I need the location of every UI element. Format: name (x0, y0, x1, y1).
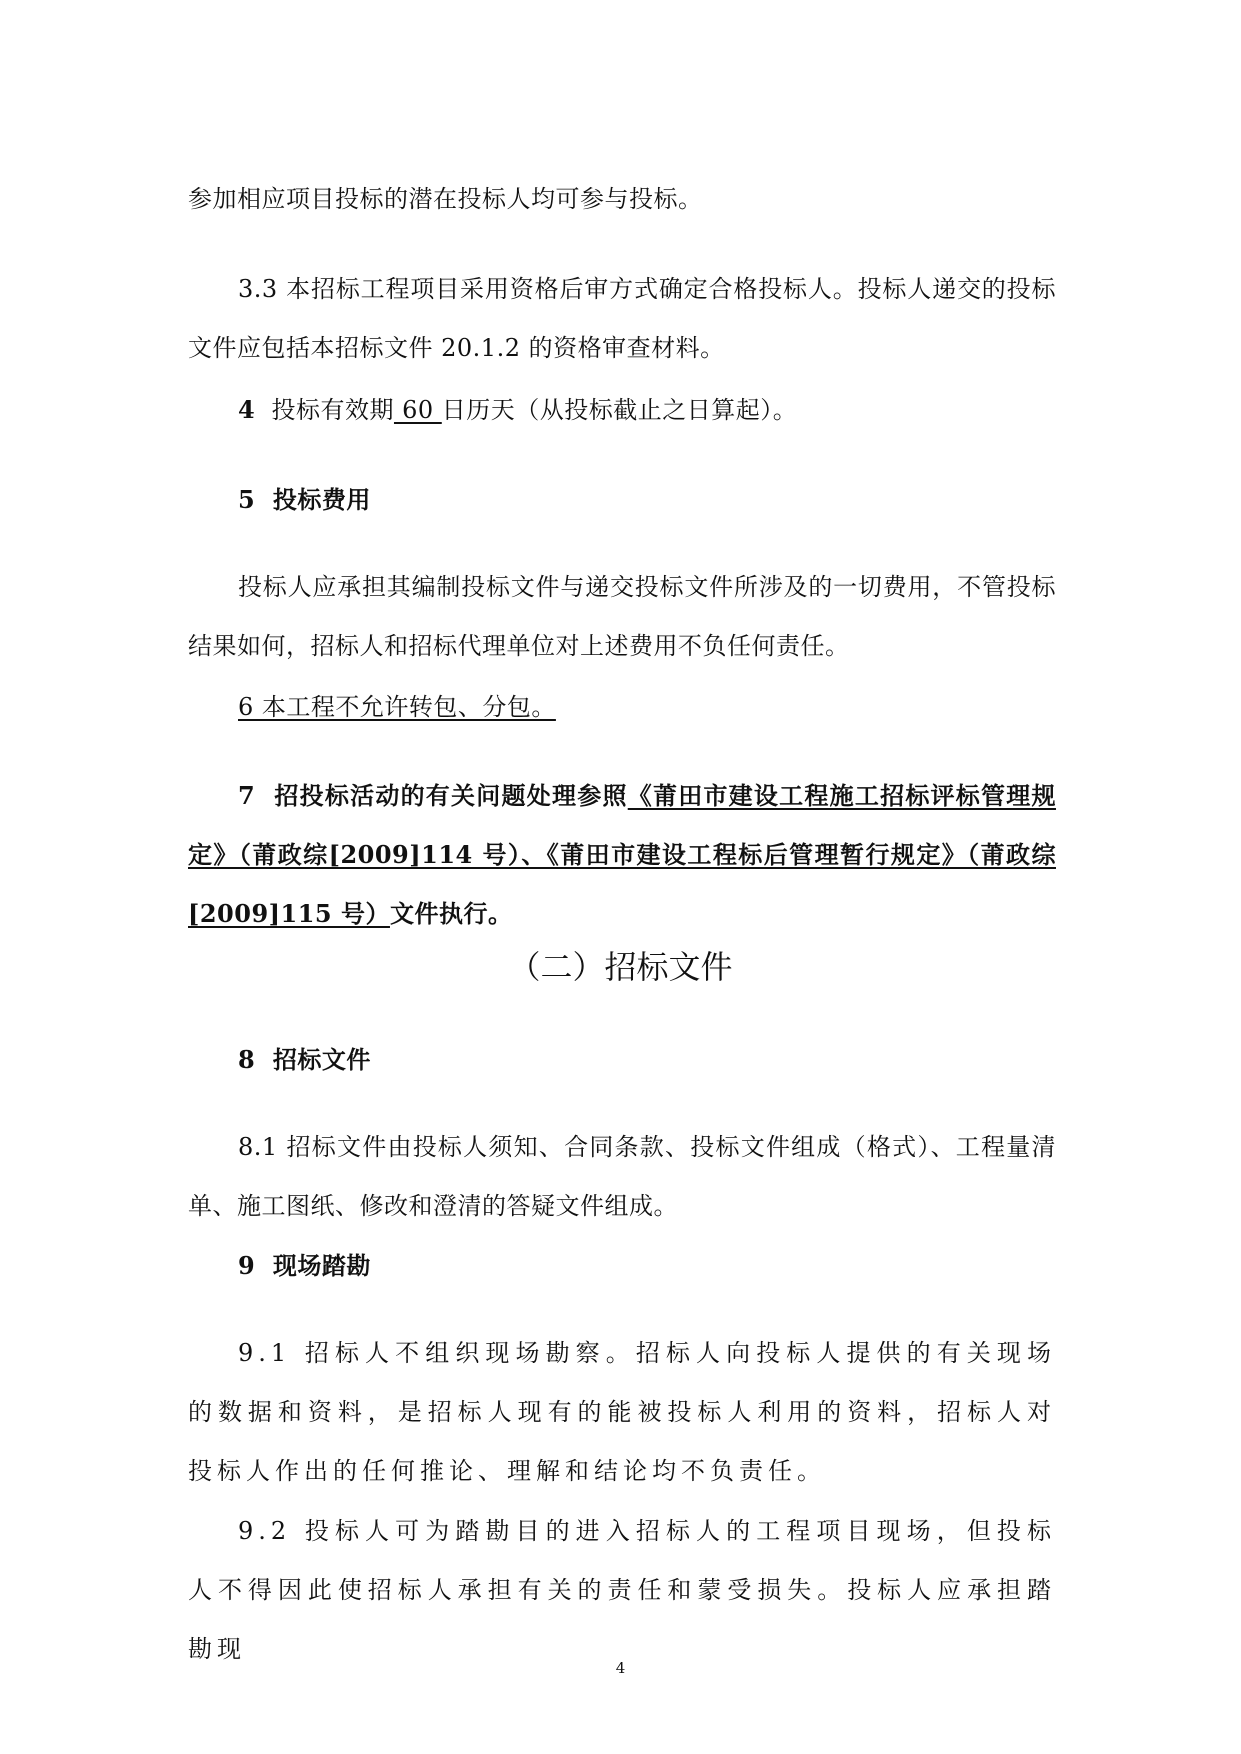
heading-5-bid-costs (188, 470, 1056, 529)
heading-8-tender-documents (188, 1030, 1056, 1089)
paragraph-5-body: 投标人应承担其编制投标文件与递交投标文件所涉及的一切费用，不管投标结果如何，招标人和招标代理单位对上述费用不负任何责任。 (188, 573, 1056, 660)
heading-number: 8 (238, 1045, 256, 1074)
page-number: 4 (615, 1659, 626, 1677)
heading-number: 5 (238, 485, 256, 514)
paragraph-9-1: 9.1 招标人不组织现场勘察。招标人向投标人提供的有关现场的数据和资料，是招标人现有的能被投标人利用的资料，招标人对投标人作出的任何推论、理解和结论均不负责任。 (188, 1339, 1056, 1485)
paragraph-continuation: 参加相应项目投标的潜在投标人均可参与投标。 (188, 185, 703, 213)
clause-text-post: 日历天（从投标截止之日算起）。 (441, 396, 798, 424)
clause-number: 7 (238, 781, 256, 810)
heading-title: 招标文件 (272, 1045, 371, 1074)
paragraph-4-bid-validity (188, 380, 1056, 440)
clause-text-pre: 招投标活动的有关问题处理参照 (274, 781, 628, 810)
validity-days: 60 (393, 396, 442, 424)
paragraph-3-3: 3.3 本招标工程项目采用资格后审方式确定合格投标人。投标人递交的投标文件应包括本招标文件 20.1.2 的资格审查材料。 (188, 275, 1056, 362)
heading-9-site-visit (188, 1236, 1056, 1295)
clause-text-pre: 投标有效期 (271, 396, 394, 424)
clause-text-post: 文件执行。 (389, 899, 513, 928)
paragraph-7-regulations (188, 766, 1056, 943)
clause-number: 4 (238, 395, 256, 424)
paragraph-6-no-subcontract: 6 本工程不允许转包、分包。 (238, 693, 556, 721)
paragraph-8-1: 8.1 招标文件由投标人须知、合同条款、投标文件组成（格式）、工程量清单、施工图纸、修改和澄清的答疑文件组成。 (188, 1133, 1056, 1220)
section-title: （二）招标文件 (508, 948, 733, 986)
heading-title: 现场踏勘 (272, 1251, 371, 1280)
heading-number: 9 (238, 1251, 256, 1280)
heading-title: 投标费用 (272, 485, 371, 514)
regulation-reference: 《莆田市建设工程施工招标评标管理规定》（莆政综[2009]114 号）、《莆田市建设工程标后管理暂行规定》（莆政综[2009]115 号） (188, 781, 1057, 928)
paragraph-9-2: 9.2 投标人可为踏勘目的进入招标人的工程项目现场，但投标人不得因此使招标人承担有关的责任和蒙受损失。投标人应承担踏勘现 (188, 1517, 1056, 1663)
